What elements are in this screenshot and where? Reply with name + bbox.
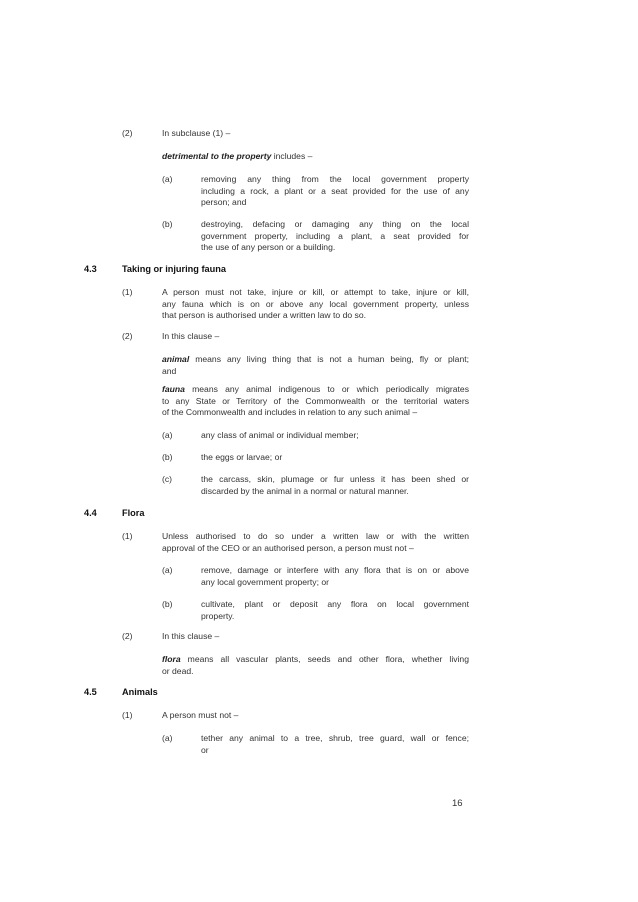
subclause-number: (1) (122, 287, 133, 297)
paragraph-label: (b) (162, 599, 173, 609)
paragraph-label: (a) (162, 565, 173, 575)
subclause-intro: In subclause (1) – (162, 128, 231, 138)
subclause-number: (1) (122, 531, 133, 541)
paragraph-line: tether any animal to a tree, shrub, tree guard, wall or fence; (201, 733, 469, 743)
definition-flora (162, 654, 469, 666)
subclause-number: (1) (122, 710, 133, 720)
paragraph-label: (a) (162, 733, 173, 743)
paragraph-line: the eggs or larvae; or (201, 452, 283, 462)
paragraph-line: government property, including a plant, a seat provided for (201, 230, 469, 241)
paragraph-line: person; and (201, 197, 247, 207)
definition-text: means any animal indigenous to or which periodically migrates (184, 384, 469, 394)
defined-term: flora (162, 654, 181, 664)
clause-line: any fauna which is on or above any local government property, unless (162, 298, 469, 309)
definition-line: of the Commonwealth and includes in relation to any such animal – (162, 407, 418, 417)
section-number: 4.3 (84, 264, 97, 274)
paragraph-label: (c) (162, 474, 173, 484)
paragraph-line: any class of animal or individual member; (201, 430, 359, 440)
definition-animal (162, 354, 469, 366)
clause-line: approval of the CEO or an authorised person, a person must not – (162, 542, 414, 553)
section-title: Taking or injuring fauna (122, 264, 226, 274)
definition-line: to any State or Territory of the Commonwealth or the territorial waters (162, 395, 469, 406)
section-title: Flora (122, 508, 145, 518)
paragraph-line: the carcass, skin, plumage or fur unless it has been shed or (201, 474, 469, 484)
subclause-intro: In this clause – (162, 331, 220, 341)
definition-text: includes – (271, 151, 313, 161)
paragraph-label: (b) (162, 452, 173, 462)
paragraph-line: destroying, defacing or damaging any thing on the local (201, 219, 469, 229)
subclause-number: (2) (122, 128, 133, 138)
paragraph-line: property. (201, 610, 235, 621)
clause-line: that person is authorised under a written law to do so. (162, 310, 366, 320)
clause-line: Unless authorised to do so under a written law or with the written (162, 531, 469, 541)
defined-term: animal (162, 354, 190, 364)
paragraph-line: or (201, 744, 209, 755)
definition-line: and (162, 365, 177, 376)
definition-line: or dead. (162, 665, 194, 676)
section-number: 4.5 (84, 687, 97, 697)
definition-fauna (162, 384, 469, 396)
paragraph-line: the use of any person or a building. (201, 242, 336, 252)
defined-term: detrimental to the property (162, 151, 272, 161)
paragraph-line: remove, damage or interfere with any flora that is on or above (201, 565, 469, 575)
paragraph-line: including a rock, a plant or a seat provided for the use of any (201, 185, 469, 196)
section-number: 4.4 (84, 508, 97, 518)
paragraph-line: cultivate, plant or deposit any flora on local government (201, 599, 469, 609)
paragraph-label: (a) (162, 174, 173, 184)
paragraph-line: any local government property; or (201, 576, 330, 587)
page-number: 16 (452, 798, 463, 809)
subclause-intro: In this clause – (162, 631, 220, 641)
subclause-number: (2) (122, 631, 133, 641)
defined-term: fauna (162, 384, 185, 394)
definition-text: means any living thing that is not a human being, fly or plant; (189, 354, 469, 364)
subclause-intro: A person must not – (162, 710, 239, 720)
paragraph-line: discarded by the animal in a normal or natural manner. (201, 485, 409, 496)
paragraph-line: removing any thing from the local government property (201, 174, 469, 184)
section-title: Animals (122, 687, 158, 697)
paragraph-label: (b) (162, 219, 173, 229)
clause-line: A person must not take, injure or kill, or attempt to take, injure or kill, (162, 287, 469, 297)
paragraph-label: (a) (162, 430, 173, 440)
definition-text: means all vascular plants, seeds and other flora, whether living (180, 654, 469, 664)
definition-detrimental (162, 151, 312, 163)
subclause-number: (2) (122, 331, 133, 341)
